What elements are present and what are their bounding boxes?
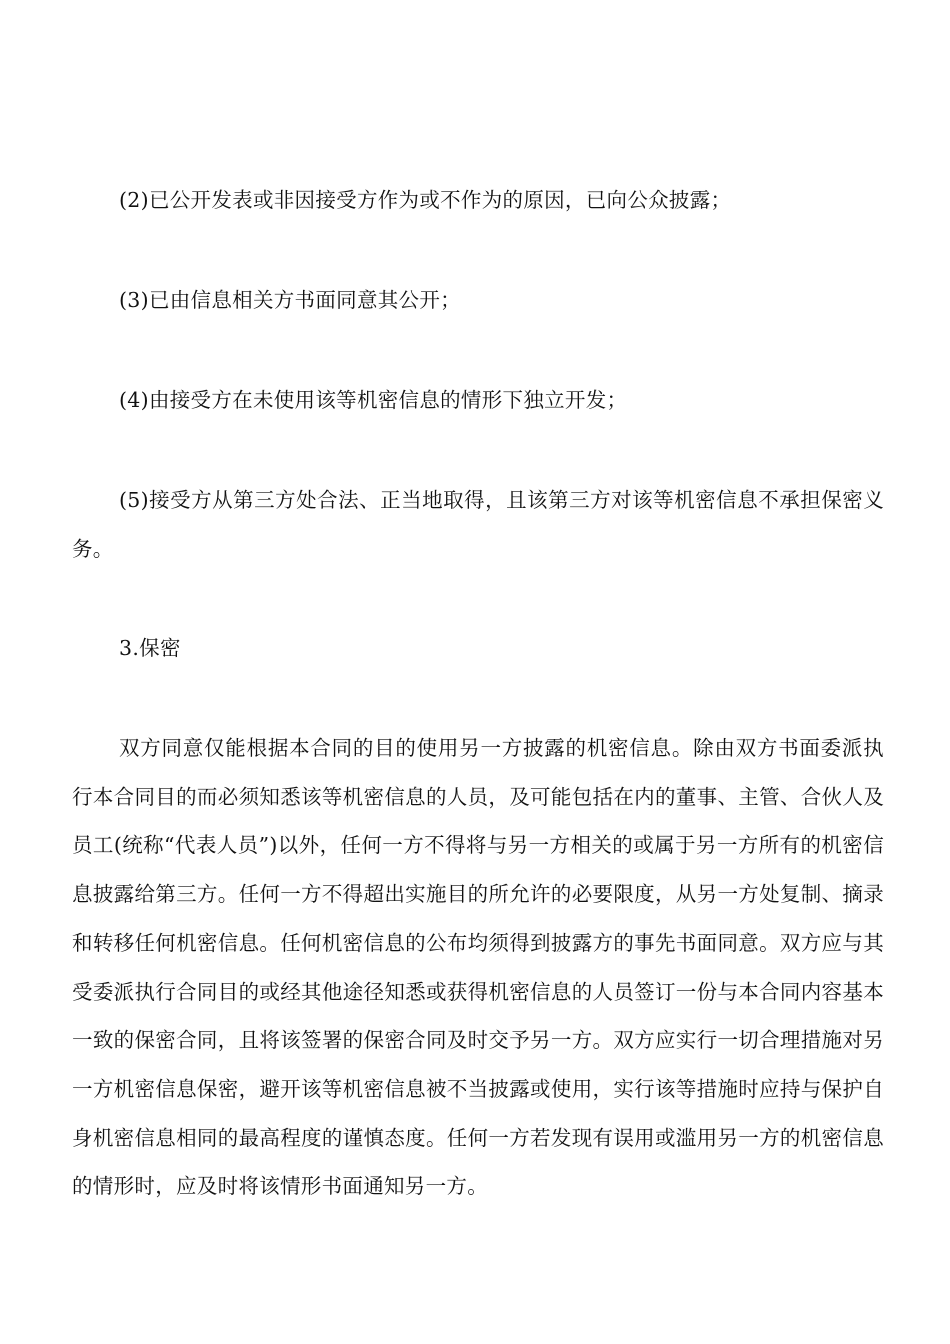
clause-item-5: (5)接受方从第三方处合法、正当地取得，且该第三方对该等机密信息不承担保密义务。	[72, 488, 884, 561]
section-heading: 3.保密	[119, 636, 181, 660]
clause-item-4: (4)由接受方在未使用该等机密信息的情形下独立开发；	[119, 388, 628, 412]
clause-item-3: (3)已由信息相关方书面同意其公开；	[119, 288, 461, 312]
confidentiality-paragraph: 双方同意仅能根据本合同的目的使用另一方披露的机密信息。除由双方书面委派执行本合同目的而必须知悉该等机密信息的人员，及可能包括在内的董事、主管、合伙人及员工(统称“代表人员”)以外，任何一方不得将与另一方相关的或属于另一方所有的机密信息披露给第三方。任何一方不得超出实施目的所允许的必要限度，从另一方处复制、摘录和转移任何机密信息。任何机密信息的公布均须得到披露方的事先书面同意。双方应与其受委派执行合同目的或经其他途径知悉或获得机密信息的人员签订一份与本合同内容基本一致的保密合同，且将该签署的保密合同及时交予另一方。双方应实行一切合理措施对另一方机密信息保密，避开该等机密信息被不当披露或使用，实行该等措施时应持与保护自身机密信息相同的最高程度的谨慎态度。任何一方若发现有误用或滥用另一方的机密信息的情形时，应及时将该情形书面通知另一方。	[72, 736, 884, 1199]
clause-item-2: (2)已公开发表或非因接受方作为或不作为的原因，已向公众披露；	[119, 188, 732, 212]
